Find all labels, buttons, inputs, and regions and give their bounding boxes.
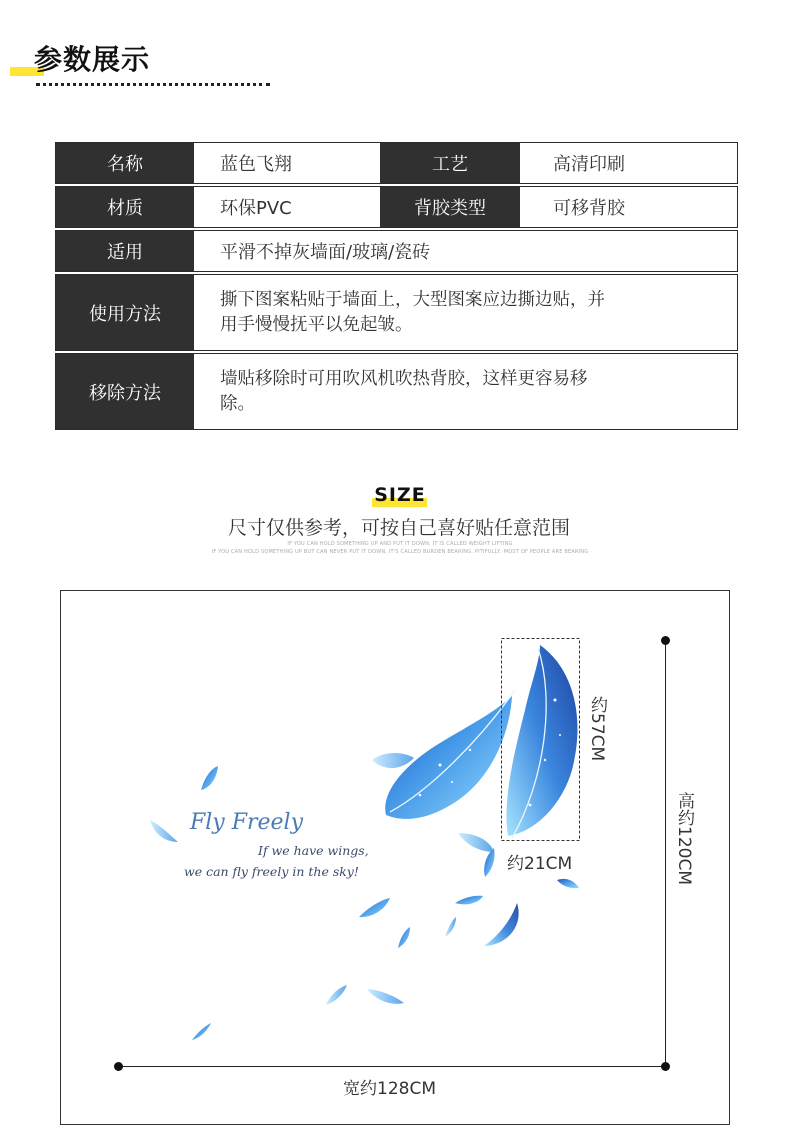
width-left-dot bbox=[114, 1062, 123, 1071]
param-value-craft: 高清印刷 bbox=[553, 154, 625, 175]
feather-large-right bbox=[506, 645, 577, 838]
param-key-backing: 背胶类型 bbox=[380, 187, 520, 227]
param-value-apply: 平滑不掉灰墙面/玻璃/瓷砖 bbox=[220, 242, 431, 263]
param-value-name: 蓝色飞翔 bbox=[220, 154, 292, 175]
param-value-material: 环保PVC bbox=[220, 198, 292, 219]
slogan-line-2: we can fly freely in the sky! bbox=[184, 864, 359, 879]
param-value-backing: 可移背胶 bbox=[553, 198, 625, 219]
size-english-line-1: IF YOU CAN HOLD SOMETHING UP AND PUT IT DOWN, IT IS CALLED WEIGHT LIFTING bbox=[287, 541, 513, 547]
param-value-usage: 撕下图案粘贴于墙面上，大型图案应边撕边贴，并用手慢慢抚平以免起皱。 bbox=[220, 289, 605, 335]
param-key-apply: 适用 bbox=[56, 231, 194, 271]
size-subtitle: 尺寸仅供参考，可按自己喜好贴任意范围 bbox=[227, 517, 570, 539]
section-title: 参数展示 bbox=[34, 43, 151, 76]
param-key-name: 名称 bbox=[56, 143, 194, 183]
feather-width-label: 约21CM bbox=[507, 854, 573, 874]
slogan-line-1: If we have wings, bbox=[258, 843, 369, 858]
param-key-removal: 移除方法 bbox=[56, 354, 194, 429]
feather-height-label: 约57CM bbox=[587, 696, 607, 762]
total-width-label: 宽约128CM bbox=[343, 1079, 436, 1099]
size-english-line-2: IF YOU CAN HOLD SOMETHING UP BUT CAN NEVER PUT IT DOWN, IT'S CALLED BURDEN BEARING. PITIFULLY, MOST OF PEOPLE ARE BEARING bbox=[211, 549, 589, 555]
height-top-dot bbox=[661, 636, 670, 645]
param-key-material: 材质 bbox=[56, 187, 194, 227]
size-title: SIZE bbox=[374, 484, 426, 506]
param-value-removal: 墙贴移除时可用吹风机吹热背胶，这样更容易移除。 bbox=[220, 368, 588, 414]
total-height-label: 高约120CM bbox=[674, 792, 694, 885]
param-key-craft: 工艺 bbox=[380, 143, 520, 183]
param-key-usage: 使用方法 bbox=[56, 275, 194, 350]
corner-dot bbox=[661, 1062, 670, 1071]
slogan-title: Fly Freely bbox=[190, 810, 304, 835]
